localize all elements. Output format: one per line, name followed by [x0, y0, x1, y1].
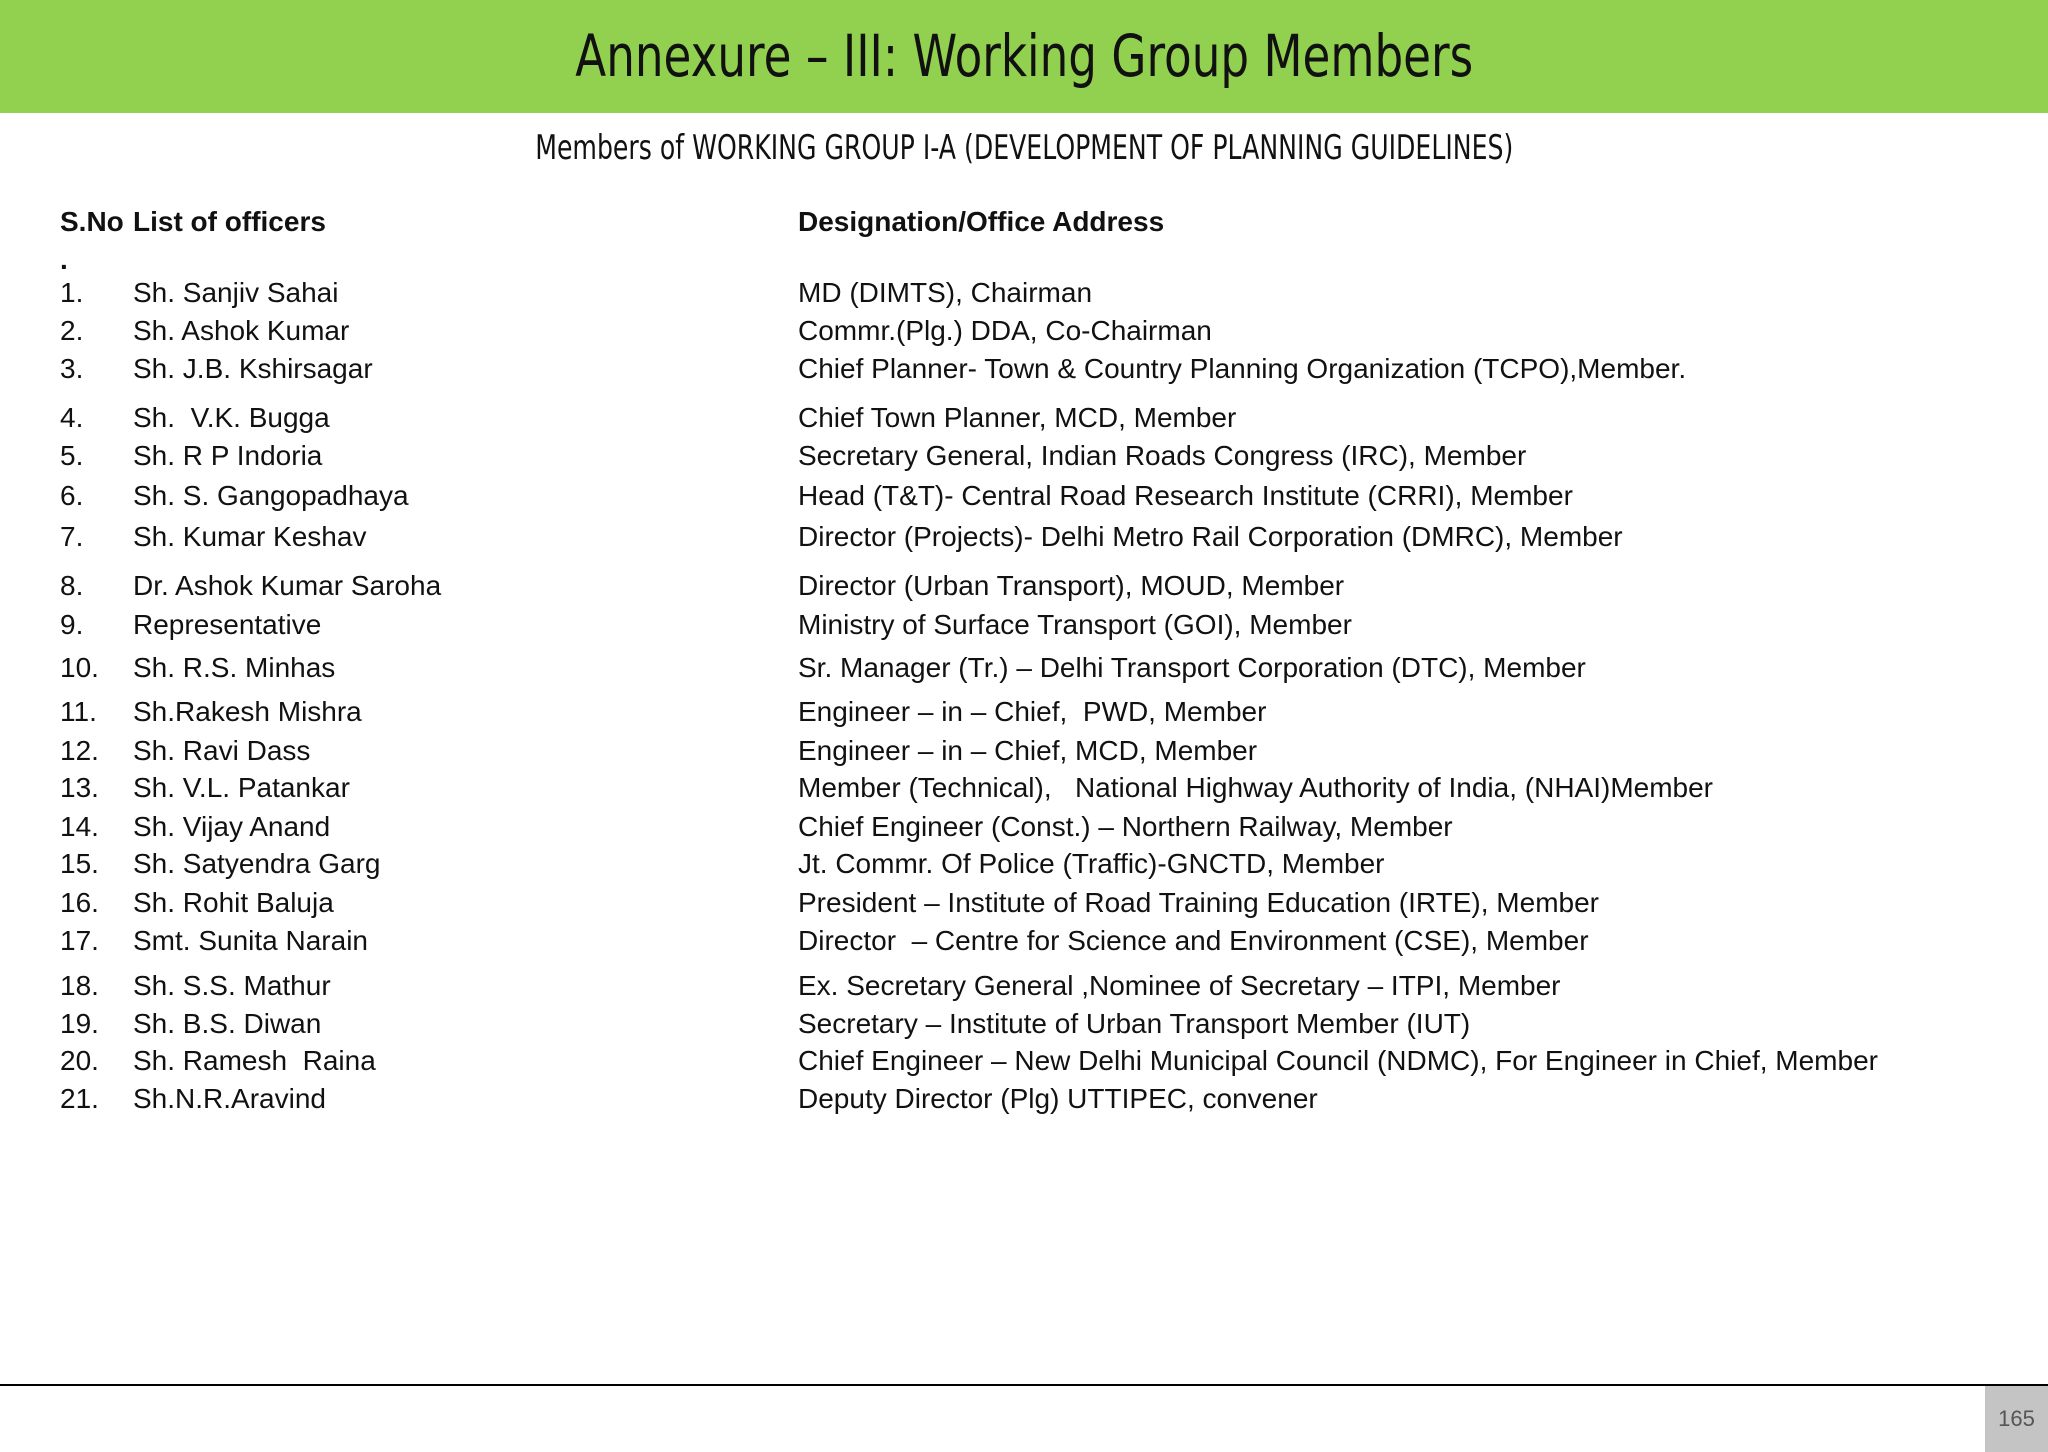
- officer-designation: Commr.(Plg.) DDA, Co-Chairman: [798, 315, 1212, 346]
- row-number: 2.: [60, 315, 84, 346]
- officer-name: Sh. V.K. Bugga: [133, 402, 330, 433]
- table-row: [0, 1082, 2048, 1116]
- officer-designation: Jt. Commr. Of Police (Traffic)-GNCTD, Member: [798, 848, 1385, 879]
- row-number: 11.: [60, 696, 97, 727]
- row-number: 12.: [60, 735, 99, 766]
- officer-designation: Secretary General, Indian Roads Congress (IRC), Member: [798, 440, 1527, 471]
- officer-designation: Secretary – Institute of Urban Transport Member (IUT): [798, 1008, 1471, 1039]
- row-number: 21.: [60, 1083, 99, 1114]
- table-row: [0, 847, 2048, 881]
- officer-designation: Ministry of Surface Transport (GOI), Member: [798, 609, 1352, 640]
- page-number: 165: [1998, 1406, 2035, 1431]
- table-row: [0, 401, 2048, 435]
- table-row: [0, 352, 2048, 386]
- table-row: [0, 276, 2048, 310]
- table-row: [0, 520, 2048, 554]
- row-number: 18.: [60, 970, 99, 1001]
- row-number: 13.: [60, 772, 99, 803]
- officer-name: Sh. Ravi Dass: [133, 735, 311, 766]
- officer-name: Smt. Sunita Narain: [133, 925, 368, 956]
- table-row: [0, 969, 2048, 1003]
- officer-designation: Chief Engineer (Const.) – Northern Railway, Member: [798, 811, 1453, 842]
- officer-name: Sh. Rohit Baluja: [133, 887, 334, 918]
- row-number: 1.: [60, 277, 84, 308]
- officer-name: Representative: [133, 609, 322, 640]
- officer-name: Sh. S. Gangopadhaya: [133, 480, 409, 511]
- officer-designation: Chief Town Planner, MCD, Member: [798, 402, 1237, 433]
- row-number: 4.: [60, 402, 84, 433]
- officer-designation: Director (Urban Transport), MOUD, Member: [798, 570, 1345, 601]
- table-row: [0, 314, 2048, 348]
- officer-designation: Member (Technical), National Highway Authority of India, (NHAI)Member: [798, 772, 1714, 803]
- row-number: 15.: [60, 848, 99, 879]
- working-group-subtitle: Members of WORKING GROUP I-A (DEVELOPMENT OF PLANNING GUIDELINES): [535, 128, 1514, 168]
- officer-designation: Engineer – in – Chief, MCD, Member: [798, 735, 1258, 766]
- column-header-officers: List of officers: [133, 206, 326, 237]
- table-row: [0, 924, 2048, 958]
- table-row: [0, 608, 2048, 642]
- officer-name: Sh. R.S. Minhas: [133, 652, 336, 683]
- table-row: [0, 695, 2048, 729]
- table-row: [0, 439, 2048, 473]
- officer-designation: Head (T&T)- Central Road Research Institute (CRRI), Member: [798, 480, 1573, 511]
- officer-name: Dr. Ashok Kumar Saroha: [133, 570, 442, 601]
- table-row: [0, 479, 2048, 513]
- officer-name: Sh. V.L. Patankar: [133, 772, 350, 803]
- table-row: [0, 734, 2048, 768]
- officer-designation: Chief Planner- Town & Country Planning Organization (TCPO),Member.: [798, 353, 1687, 384]
- officer-name: Sh. Vijay Anand: [133, 811, 331, 842]
- officer-designation: Sr. Manager (Tr.) – Delhi Transport Corporation (DTC), Member: [798, 652, 1586, 683]
- table-row: [0, 886, 2048, 920]
- row-number: 6.: [60, 480, 84, 511]
- officer-designation: Ex. Secretary General ,Nominee of Secretary – ITPI, Member: [798, 970, 1561, 1001]
- officer-designation: Engineer – in – Chief, PWD, Member: [798, 696, 1267, 727]
- officer-name: Sh. Kumar Keshav: [133, 521, 367, 552]
- row-number: 17.: [60, 925, 99, 956]
- row-number: 8.: [60, 570, 84, 601]
- officer-designation: Director – Centre for Science and Environment (CSE), Member: [798, 925, 1589, 956]
- officer-name: Sh. Satyendra Garg: [133, 848, 381, 879]
- officer-name: Sh. S.S. Mathur: [133, 970, 331, 1001]
- table-row: [0, 569, 2048, 603]
- row-number: 16.: [60, 887, 99, 918]
- table-row: [0, 771, 2048, 805]
- row-number: 14.: [60, 811, 99, 842]
- officer-designation: MD (DIMTS), Chairman: [798, 277, 1093, 308]
- table-row: [0, 1007, 2048, 1041]
- page-title: Annexure – III: Working Group Members: [575, 22, 1474, 90]
- officer-name: Sh. Ashok Kumar: [133, 315, 350, 346]
- officer-designation: Deputy Director (Plg) UTTIPEC, convener: [798, 1083, 1318, 1114]
- officer-name: Sh.N.R.Aravind: [133, 1083, 326, 1114]
- officer-designation: Chief Engineer – New Delhi Municipal Council (NDMC), For Engineer in Chief, Member: [798, 1045, 1878, 1076]
- row-number: 10.: [60, 652, 99, 683]
- row-number: 3.: [60, 353, 84, 384]
- row-number: 19.: [60, 1008, 99, 1039]
- column-header-designation: Designation/Office Address: [798, 206, 1165, 237]
- row-number: 5.: [60, 440, 84, 471]
- column-header-sno-dot: .: [60, 244, 68, 275]
- officer-name: Sh. J.B. Kshirsagar: [133, 353, 373, 384]
- officer-name: Sh. Sanjiv Sahai: [133, 277, 339, 308]
- row-number: 20.: [60, 1045, 99, 1076]
- table-row: [0, 810, 2048, 844]
- officer-designation: President – Institute of Road Training Education (IRTE), Member: [798, 887, 1599, 918]
- table-row: [0, 651, 2048, 685]
- row-number: 9.: [60, 609, 84, 640]
- officer-name: Sh.Rakesh Mishra: [133, 696, 362, 727]
- officer-name: Sh. Ramesh Raina: [133, 1045, 376, 1076]
- officer-name: Sh. R P Indoria: [133, 440, 323, 471]
- row-number: 7.: [60, 521, 84, 552]
- footer-divider: [0, 1384, 2048, 1386]
- officer-designation: Director (Projects)- Delhi Metro Rail Corporation (DMRC), Member: [798, 521, 1623, 552]
- officer-name: Sh. B.S. Diwan: [133, 1008, 322, 1039]
- column-header-sno: S.No: [60, 206, 124, 237]
- table-row: [0, 1044, 2048, 1078]
